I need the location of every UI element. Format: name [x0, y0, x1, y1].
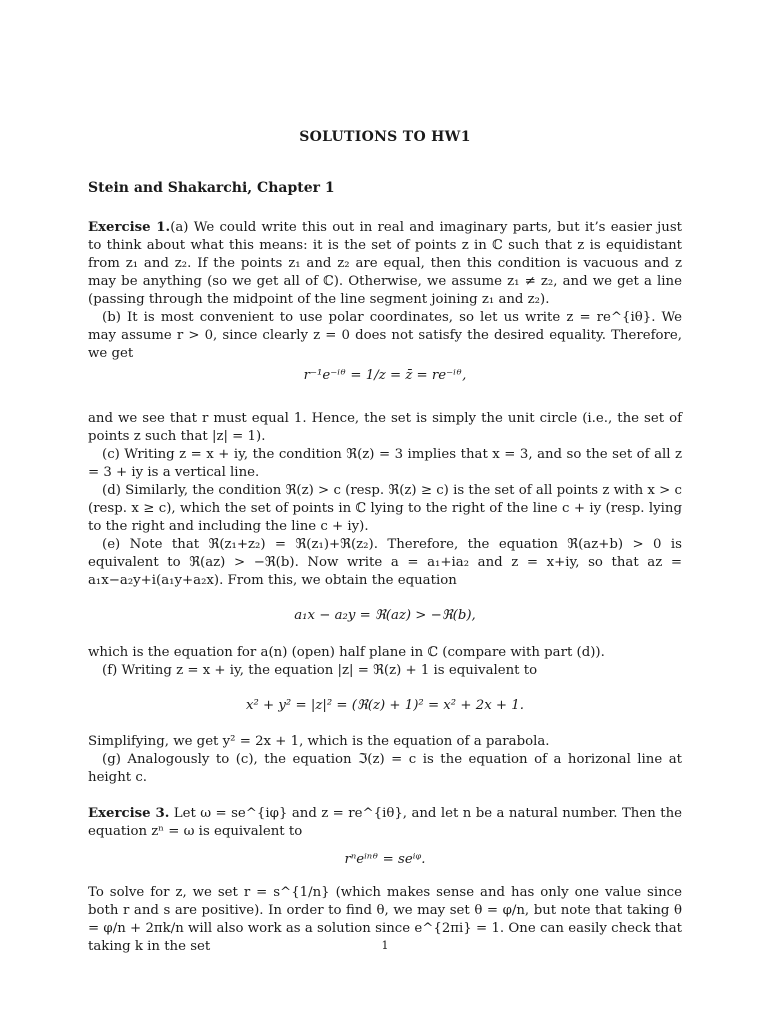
exercise1-part-f: (f) Writing z = x + iy, the equation |z| = ℜ(z) + 1 is equivalent to: [102, 663, 538, 678]
equation-f: x² + y² = |z|² = (ℜ(z) + 1)² = x² + 2x + 1.: [246, 698, 524, 713]
section-heading: Stein and Shakarchi, Chapter 1: [88, 180, 335, 196]
exercise1-part-c: (c) Writing z = x + iy, the condition ℜ(z) = 3 implies that x = 3, and so the set of all z = 3 + iy is a vertical line.: [88, 447, 682, 480]
exercise1-after-e: which is the equation for a(n) (open) half plane in ℂ (compare with part (d)).: [88, 645, 605, 660]
exercise1-part-d: (d) Similarly, the condition ℜ(z) > c (resp. ℜ(z) ≥ c) is the set of all points z with x > c (resp. x ≥ c), which the set of points in ℂ lying to the right of the line c + iy (resp. lying to the right and including the line c + iy).: [88, 483, 682, 534]
exercise1-label: Exercise 1.: [88, 220, 171, 235]
exercise1-after-b: and we see that r must equal 1. Hence, the set is simply the unit circle (i.e., the set of points z such that |z| = 1).: [88, 411, 682, 444]
exercise1-after-f: Simplifying, we get y² = 2x + 1, which is the equation of a parabola.: [88, 734, 550, 749]
document-title: SOLUTIONS TO HW1: [299, 129, 471, 145]
exercise1-part-e: (e) Note that ℜ(z₁+z₂) = ℜ(z₁)+ℜ(z₂). Therefore, the equation ℜ(az+b) > 0 is equivalent to ℜ(az) > −ℜ(b). Now write a = a₁+ia₂ and z = x+iy, so that az = a₁x−a₂y+i(a₁y+a₂x). From this, we obtain the equation: [88, 537, 682, 588]
exercise3-label: Exercise 3.: [88, 806, 170, 821]
equation-3: rⁿeⁱⁿᶿ = seⁱᵠ.: [344, 852, 426, 867]
exercise1-part-a-text: (a) We could write this out in real and imaginary parts, but it’s easier just to think about what this means: it is the set of points z in ℂ such that z is equidistant from z₁ and z₂. If the points z₁ and z₂ are equal, then this condition is vacuous and z may be anything (so we get all of ℂ). Otherwise, we assume z₁ ≠ z₂, and we get a line (passing through the midpoint of the line segment joining z₁ and z₂).: [88, 220, 682, 307]
equation-e: a₁x − a₂y = ℜ(az) > −ℜ(b),: [294, 608, 476, 623]
exercise3-intro-text: Let ω = se^{iφ} and z = re^{iθ}, and let n be a natural number. Then the equation zⁿ = ω is equivalent to: [88, 806, 682, 839]
equation-b: r⁻¹e⁻ⁱᶿ = 1/z = z̄ = re⁻ⁱᶿ,: [303, 368, 467, 383]
exercise1-part-b: (b) It is most convenient to use polar coordinates, so let us write z = re^{iθ}. We may assume r > 0, since clearly z = 0 does not satisfy the desired equality. Therefore, we get: [88, 310, 682, 361]
exercise3-intro: [88, 805, 682, 841]
exercise1-part-g: (g) Analogously to (c), the equation ℑ(z) = c is the equation of a horizonal line at height c.: [88, 752, 682, 785]
page-number: 1: [381, 939, 389, 952]
exercise1-part-a: [88, 219, 682, 309]
exercise3-text: To solve for z, we set r = s^{1/n} (which makes sense and has only one value since both r and s are positive). In order to find θ, we may set θ = φ/n, but note that taking θ = φ/n + 2πk/n will also work as a solution since e^{2πi} = 1. One can easily check that taking k in the set: [88, 885, 682, 954]
document-page: [88, 0, 682, 1024]
